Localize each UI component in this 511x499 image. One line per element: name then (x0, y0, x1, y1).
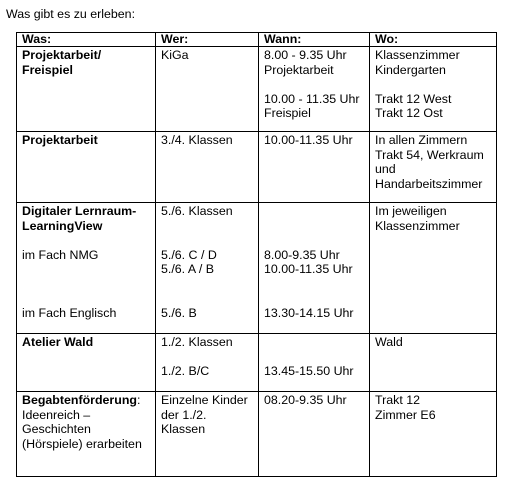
header-wer: Wer: (156, 33, 259, 47)
cell-wer (156, 203, 259, 334)
cell-line (161, 292, 253, 307)
cell-line: Klassenzimmer (375, 218, 460, 233)
cell-line: In allen Zimmern (375, 133, 468, 147)
cell-line: 5./6. B (161, 306, 197, 321)
cell-line: 8.00-9.35 Uhr (264, 247, 340, 262)
header-wann: Wann: (259, 33, 370, 47)
cell-line: 10.00-11.35 Uhr (264, 133, 353, 147)
cell-wo (370, 132, 497, 203)
cell-line: 1./2. Klassen (161, 335, 233, 349)
cell-line (22, 219, 150, 234)
cell-line: Trakt 12 (375, 393, 420, 407)
cell-line: Im jeweiligen (375, 204, 447, 218)
cell-line: 10.00 - 11.35 Uhr (264, 91, 360, 106)
cell-line: 10.00-11.35 Uhr (264, 262, 353, 277)
cell-line (264, 77, 364, 92)
cell-line: der 1./2. (161, 407, 207, 422)
cell-line (22, 277, 150, 292)
cell-line (375, 77, 491, 92)
cell-text: Projektarbeit (22, 133, 98, 147)
cell-line (22, 204, 150, 219)
cell-wann (259, 47, 370, 132)
cell-wo (370, 392, 497, 477)
cell-wer (156, 47, 259, 132)
cell-was (17, 392, 156, 477)
cell-wann (259, 392, 370, 477)
cell-line (161, 219, 253, 234)
cell-line (22, 422, 150, 437)
cell-wer (156, 392, 259, 477)
cell-text: (Hörspiele) erarbeiten (22, 436, 142, 451)
cell-line (22, 292, 150, 307)
cell-line (22, 233, 150, 248)
table-row (17, 47, 497, 132)
cell-suffix: : (136, 393, 141, 407)
cell-text: Projektarbeit/ (22, 48, 102, 62)
page-caption: Was gibt es zu erleben: (6, 7, 136, 21)
cell-line: Wald (375, 335, 403, 349)
cell-wann (259, 203, 370, 334)
cell-line (22, 437, 150, 452)
cell-line (264, 233, 364, 248)
cell-line: Einzelne Kinder (161, 393, 248, 407)
cell-wer (156, 334, 259, 392)
cell-line (22, 393, 150, 408)
table-row (17, 334, 497, 392)
cell-text: Ideenreich – (22, 407, 91, 422)
header-wo: Wo: (370, 33, 497, 47)
cell-text: LearningView (22, 218, 103, 233)
cell-line: Handarbeitszimmer (375, 176, 483, 191)
cell-line: 1./2. B/C (161, 364, 210, 379)
cell-was (17, 47, 156, 132)
cell-line: 5./6. C / D (161, 247, 217, 262)
cell-line: Trakt 54, Werkraum (375, 147, 484, 162)
activity-table (16, 32, 497, 477)
cell-wo (370, 203, 497, 334)
cell-text: Atelier Wald (22, 335, 94, 349)
cell-line (22, 63, 150, 78)
cell-line: 13.30-14.15 Uhr (264, 306, 354, 321)
cell-line (22, 408, 150, 423)
cell-line: Trakt 12 Ost (375, 106, 443, 121)
table-row (17, 392, 497, 477)
cell-line: KiGa (161, 48, 189, 62)
cell-line: Freispiel (264, 106, 311, 121)
cell-text: Begabtenförderung (22, 393, 137, 407)
cell-text: im Fach Englisch (22, 306, 117, 321)
cell-line: 8.00 - 9.35 Uhr (264, 48, 347, 62)
cell-line (264, 219, 364, 234)
cell-line (161, 233, 253, 248)
cell-wo (370, 334, 497, 392)
cell-text: Geschichten (22, 422, 91, 437)
cell-line (264, 277, 364, 292)
cell-line: Kindergarten (375, 62, 446, 77)
cell-line (161, 350, 253, 365)
cell-line: Trakt 12 West (375, 91, 452, 106)
cell-line (22, 335, 150, 350)
cell-line: 5./6. Klassen (161, 204, 233, 218)
header-was: Was: (17, 33, 156, 47)
cell-line: 3./4. Klassen (161, 133, 233, 147)
table-row (17, 203, 497, 334)
cell-line: Projektarbeit (264, 62, 334, 77)
table-header-row (17, 33, 497, 47)
cell-line (264, 292, 364, 307)
cell-line (161, 277, 253, 292)
cell-line: 13.45-15.50 Uhr (264, 364, 354, 379)
table-row (17, 132, 497, 203)
cell-text: Freispiel (22, 62, 73, 77)
cell-wann (259, 334, 370, 392)
cell-wo (370, 47, 497, 132)
cell-was (17, 334, 156, 392)
cell-line (22, 133, 150, 148)
cell-line (22, 48, 150, 63)
cell-line: Klassenzimmer (375, 48, 460, 62)
cell-line (264, 335, 364, 350)
cell-wann (259, 132, 370, 203)
cell-line: 5./6. A / B (161, 262, 215, 277)
cell-text: Digitaler Lernraum- (22, 204, 137, 218)
cell-wer (156, 132, 259, 203)
cell-was (17, 132, 156, 203)
cell-line (22, 262, 150, 277)
cell-line: und (375, 162, 396, 177)
cell-line (264, 204, 364, 219)
cell-was (17, 203, 156, 334)
cell-line (22, 248, 150, 263)
cell-line (22, 306, 150, 321)
cell-text: im Fach NMG (22, 247, 99, 262)
cell-line (264, 350, 364, 365)
cell-line: Zimmer E6 (375, 407, 436, 422)
cell-line: 08.20-9.35 Uhr (264, 393, 347, 407)
cell-line: Klassen (161, 422, 206, 437)
